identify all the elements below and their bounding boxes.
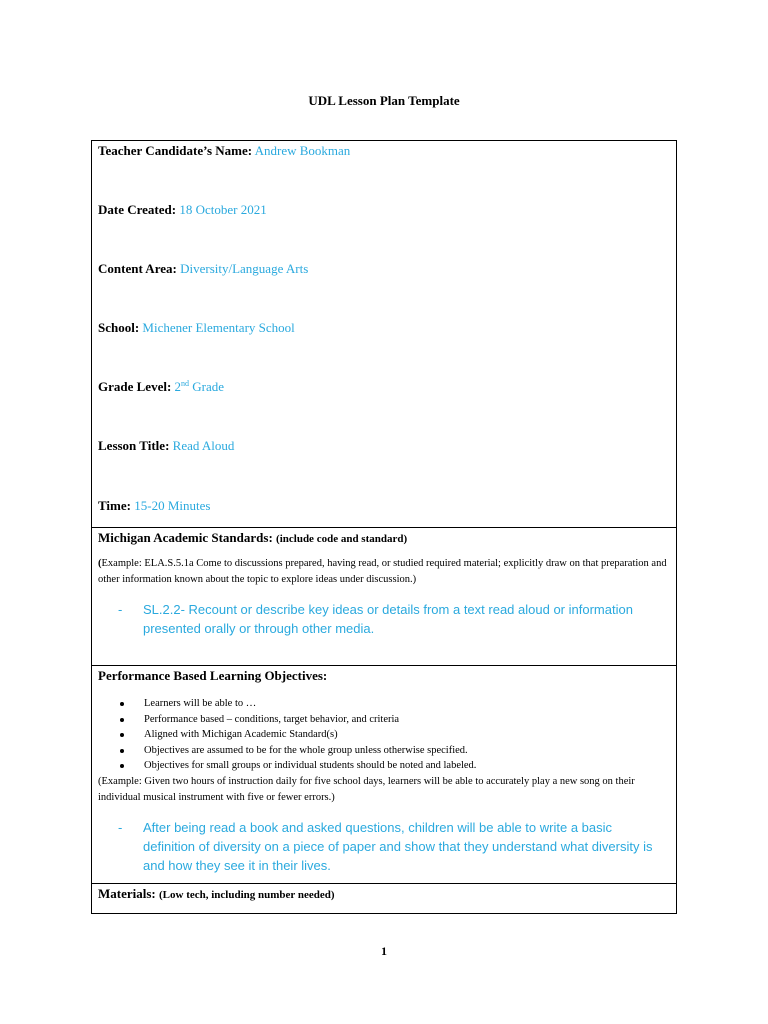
standards-note: (include code and standard) bbox=[276, 533, 408, 545]
objectives-heading: Performance Based Learning Objectives: bbox=[98, 668, 328, 683]
objectives-section bbox=[92, 665, 676, 883]
time-field bbox=[98, 498, 210, 514]
objectives-answer: - After being read a book and asked questions, children will be able to write a basic definition of diversity on a piece of paper and show that they understand what diversity is and how they see it in their lives. bbox=[118, 820, 653, 873]
list-item: Learners will be able to … bbox=[112, 696, 672, 712]
time-value: 15-20 Minutes bbox=[134, 498, 211, 513]
objectives-example: (Example: Given two hours of instruction daily for five school days, learners will be able to accurately play a new song on their individual musical instrument with five or fewer errors.) bbox=[98, 776, 635, 803]
content-area-field bbox=[98, 261, 308, 277]
date-created-label: Date Created: bbox=[98, 202, 177, 217]
list-item: Objectives for small groups or individual students should be noted and labeled. bbox=[112, 758, 672, 774]
content-area-label: Content Area: bbox=[98, 261, 177, 276]
lesson-title-value: Read Aloud bbox=[172, 438, 235, 453]
list-item: Objectives are assumed to be for the whole group unless otherwise specified. bbox=[112, 743, 672, 759]
list-item: Aligned with Michigan Academic Standard(s) bbox=[112, 727, 672, 743]
teacher-name-field bbox=[98, 143, 350, 159]
grade-level-label: Grade Level: bbox=[98, 379, 172, 394]
standards-heading: Michigan Academic Standards: (include code and standard) bbox=[98, 530, 408, 545]
content-area-value: Diversity/Language Arts bbox=[180, 261, 309, 276]
teacher-name-value: Andrew Bookman bbox=[254, 143, 351, 158]
materials-note: (Low tech, including number needed) bbox=[159, 889, 335, 901]
materials-heading: Materials: (Low tech, including number needed) bbox=[98, 886, 335, 901]
grade-level-field bbox=[98, 379, 224, 395]
objectives-guidelines-list bbox=[112, 696, 672, 774]
school-value: Michener Elementary School bbox=[142, 320, 295, 335]
info-section bbox=[92, 141, 676, 527]
list-item: Performance based – conditions, target behavior, and criteria bbox=[112, 712, 672, 728]
school-label: School: bbox=[98, 320, 140, 335]
standards-section bbox=[92, 527, 676, 665]
standards-example: (Example: ELA.S.5.1a Come to discussions prepared, having read, or studied required material; explicitly draw on that preparation and other information known about the topic to explore ideas under discussion.) bbox=[98, 558, 667, 585]
lesson-plan-table bbox=[91, 140, 677, 914]
lesson-title-label: Lesson Title: bbox=[98, 438, 170, 453]
standards-answer: - SL.2.2- Recount or describe key ideas or details from a text read aloud or information presented orally or through other media. bbox=[118, 602, 633, 636]
date-created-value: 18 October 2021 bbox=[179, 202, 267, 217]
date-created-field bbox=[98, 202, 267, 218]
lesson-title-field bbox=[98, 438, 234, 454]
teacher-name-label: Teacher Candidate’s Name: bbox=[98, 143, 253, 158]
grade-level-value: 2nd Grade bbox=[174, 379, 225, 394]
materials-section bbox=[92, 883, 676, 915]
page-number: 1 bbox=[381, 944, 387, 958]
time-label: Time: bbox=[98, 498, 131, 513]
school-field bbox=[98, 320, 295, 336]
document-title: UDL Lesson Plan Template bbox=[308, 93, 460, 108]
